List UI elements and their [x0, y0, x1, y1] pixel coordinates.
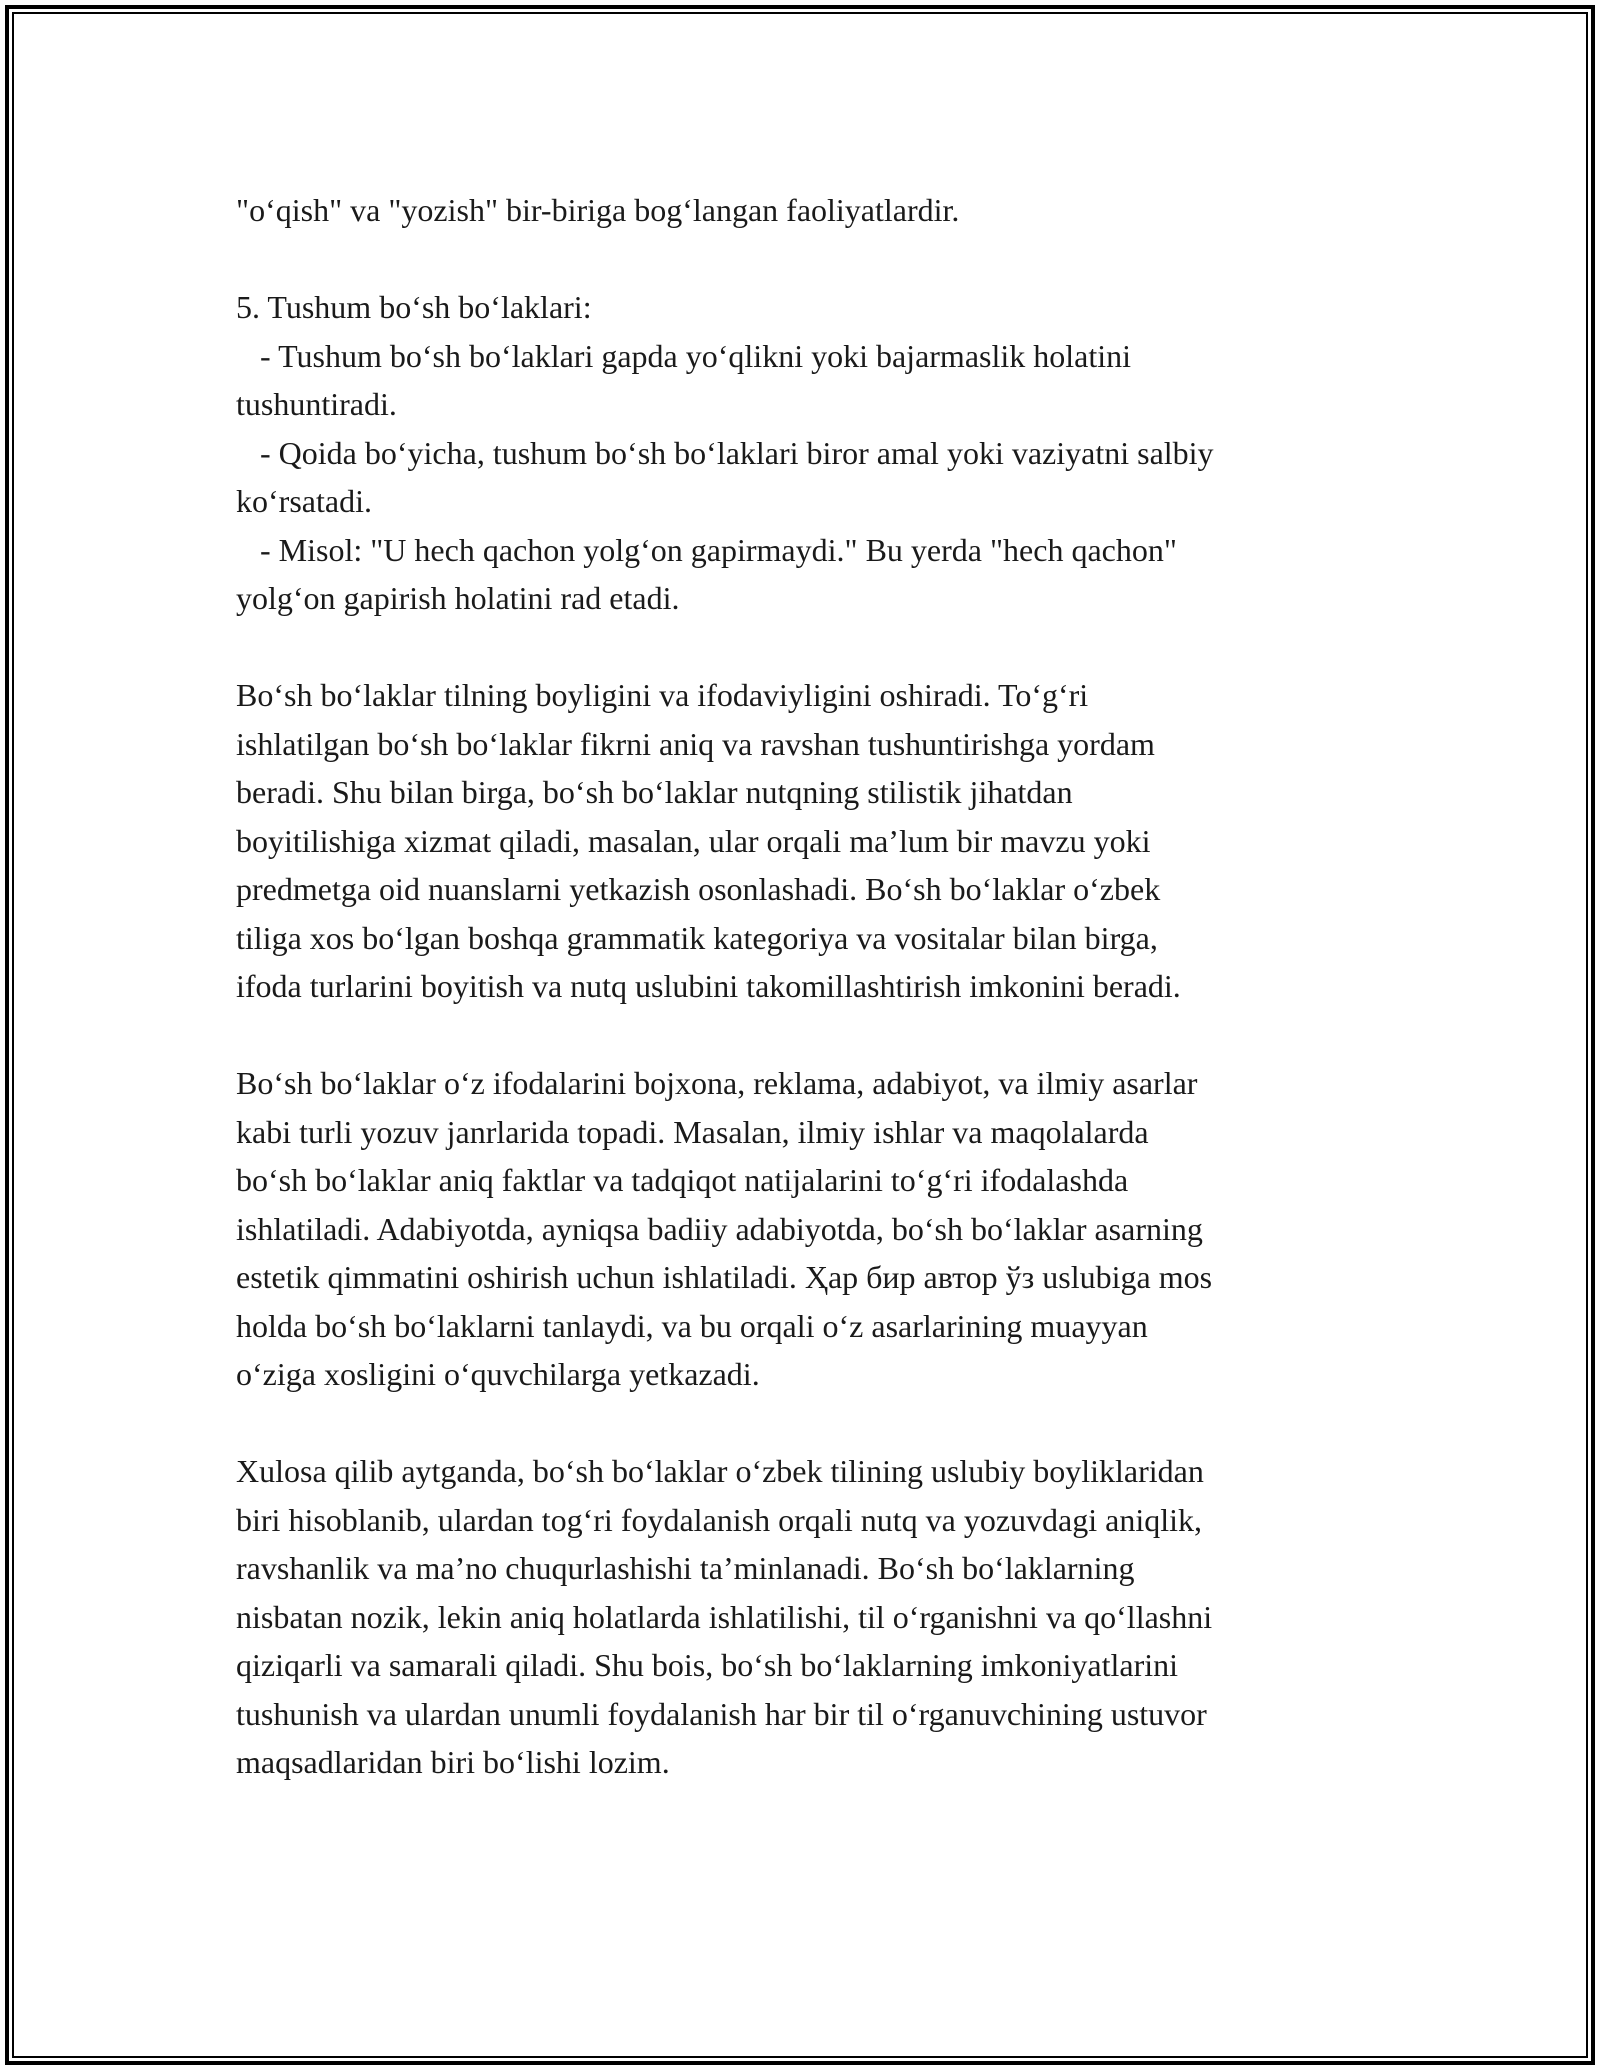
paragraph-line: o‘ziga xosligini o‘quvchilarga yetkazadi.: [236, 1356, 760, 1392]
paragraph-line: beradi. Shu bilan birga, bo‘sh bo‘laklar nutqning stilistik jihatdan: [236, 774, 1073, 810]
section-5-line: - Tushum bo‘sh bo‘laklari gapda yo‘qlikni yoki bajarmaslik holatini: [236, 337, 1132, 374]
section-5-line: ko‘rsatadi.: [236, 483, 372, 519]
paragraph-line: nisbatan nozik, lekin aniq holatlarda ishlatilishi, til o‘rganishni va qo‘llashni: [236, 1598, 1213, 1635]
paragraph-1: [236, 671, 1376, 1011]
paragraph-line: bo‘sh bo‘laklar aniq faktlar va tadqiqot natijalarini to‘g‘ri ifodalashda: [236, 1162, 1129, 1198]
paragraph-line: ishlatilgan bo‘sh bo‘laklar fikrni aniq va ravshan tushuntirishga yordam: [236, 725, 1155, 762]
section-5-line: - Qoida bo‘yicha, tushum bo‘sh bo‘laklari biror amal yoki vaziyatni salbiy: [236, 434, 1214, 471]
section-5-heading: 5. Tushum bo‘sh bo‘laklari:: [236, 289, 592, 325]
paragraph-line: Xulosa qilib aytganda, bo‘sh bo‘laklar o‘zbek tilining uslubiy boyliklaridan: [236, 1453, 1204, 1489]
section-5-line: tushuntiradi.: [236, 386, 397, 422]
paragraph-line: tushunish va ulardan unumli foydalanish har bir til o‘rganuvchining ustuvor: [236, 1695, 1207, 1732]
paragraph-line: ishlatiladi. Adabiyotda, ayniqsa badiiy adabiyotda, bo‘sh bo‘laklar asarning: [236, 1210, 1203, 1247]
intro-line: "o‘qish" va "yozish" bir-biriga bog‘langan faoliyatlardir.: [236, 192, 960, 228]
paragraph-line: tiliga xos bo‘lgan boshqa grammatik kategoriya va vositalar bilan birga,: [236, 919, 1158, 956]
section-5-line: - Misol: "U hech qachon yolg‘on gapirmaydi." Bu yerda "hech qachon": [236, 531, 1177, 568]
paragraph-line: biri hisoblanib, ulardan tog‘ri foydalanish orqali nutq va yozuvdagi aniqlik,: [236, 1501, 1203, 1538]
paragraph-line: boyitilishiga xizmat qiladi, masalan, ular orqali ma’lum bir mavzu yoki: [236, 822, 1151, 859]
paragraph-line: Bo‘sh bo‘laklar o‘z ifodalarini bojxona, reklama, adabiyot, va ilmiy asarlar: [236, 1065, 1198, 1101]
paragraph-line: estetik qimmatini oshirish uchun ishlatiladi. Ҳар бир автор ўз uslubiga mos: [236, 1259, 1213, 1295]
paragraph-3: [236, 1447, 1376, 1787]
paragraph-line: qiziqarli va samarali qiladi. Shu bois, bo‘sh bo‘laklarning imkoniyatlarini: [236, 1647, 1179, 1683]
paragraph-2: [236, 1059, 1376, 1399]
paragraph-line: kabi turli yozuv janrlarida topadi. Masalan, ilmiy ishlar va maqolalarda: [236, 1113, 1149, 1150]
paragraph-gap: [236, 1011, 1376, 1060]
paragraph-line: Bo‘sh bo‘laklar tilning boyligini va ifodaviyligini oshiradi. To‘g‘ri: [236, 677, 1089, 713]
paragraph-line: ravshanlik va ma’no chuqurlashishi ta’minlanadi. Bo‘sh bo‘laklarning: [236, 1550, 1135, 1586]
paragraph-line: maqsadlaridan biri bo‘lishi lozim.: [236, 1744, 670, 1780]
paragraph-line: ifoda turlarini boyitish va nutq uslubini takomillashtirish imkonini beradi.: [236, 968, 1181, 1004]
paragraph-line: predmetga oid nuanslarni yetkazish osonlashadi. Bo‘sh bo‘laklar o‘zbek: [236, 871, 1161, 907]
section-5-line: yolg‘on gapirish holatini rad etadi.: [236, 580, 680, 616]
section-5: [236, 283, 1376, 623]
paragraph-gap: [236, 1399, 1376, 1448]
paragraph-gap: [236, 235, 1376, 284]
document-body: [236, 186, 1376, 1787]
paragraph-gap: [236, 623, 1376, 672]
paragraph-line: holda bo‘sh bo‘laklarni tanlaydi, va bu orqali o‘z asarlarining muayyan: [236, 1307, 1148, 1344]
